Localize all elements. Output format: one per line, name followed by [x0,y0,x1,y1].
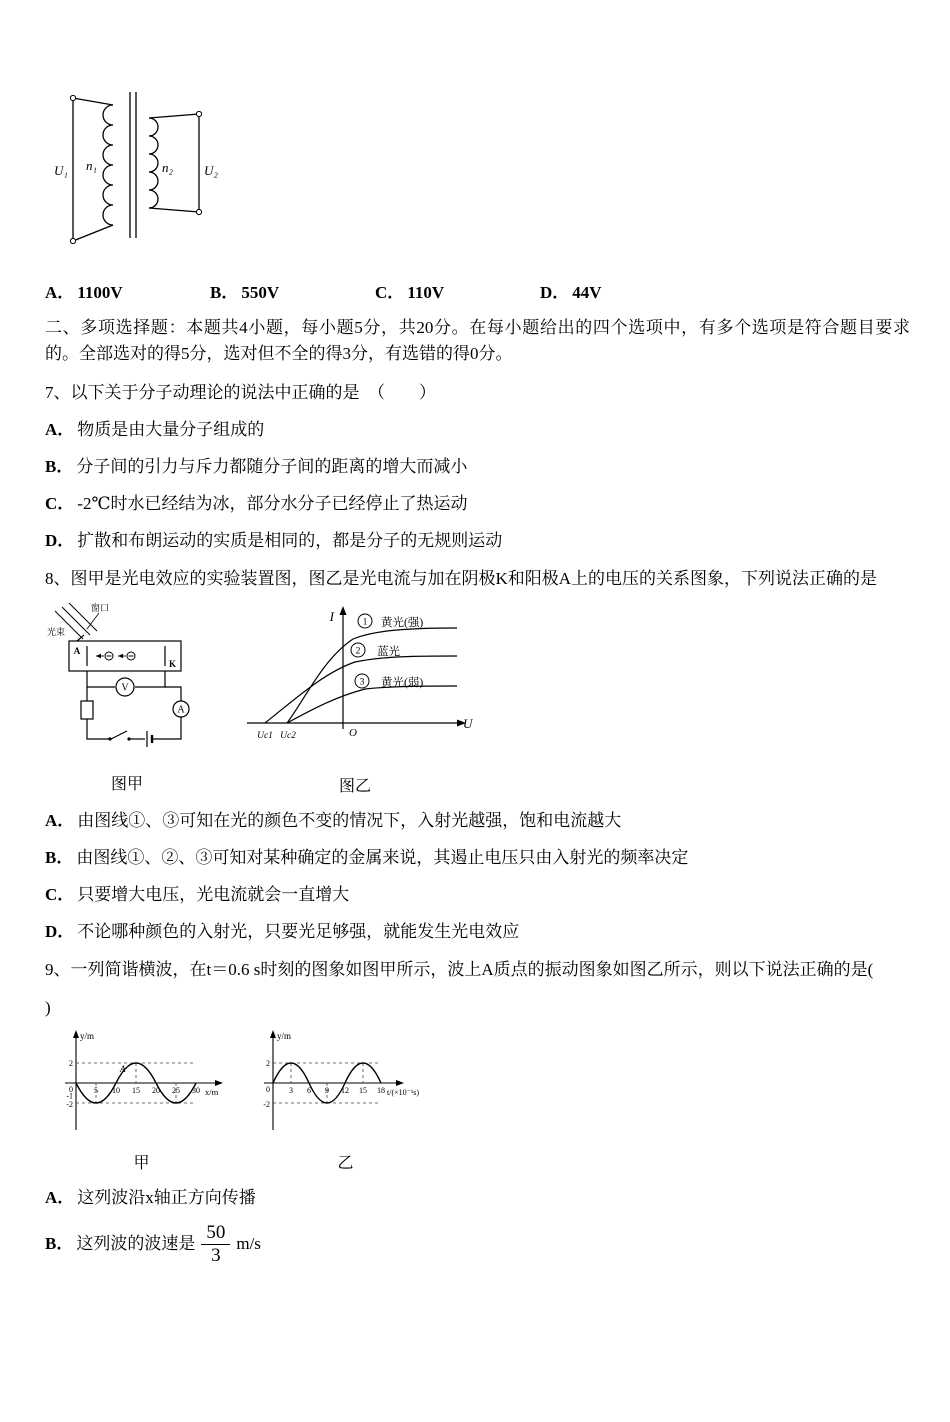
option-letter: B． [45,457,74,476]
light-ray [62,607,90,635]
curve-yellow-weak [287,686,457,723]
u2-label: U₂ [204,163,218,178]
i-axis-arrow [340,606,347,615]
cathode-label: K [169,659,177,669]
option-text: 物质是由大量分子组成的 [77,420,265,439]
q7-option-d [45,529,910,553]
option-unit: m/s [236,1234,261,1254]
q9-stem-close: ) [45,998,51,1017]
y-tick: -2 [66,1100,73,1109]
primary-coil [103,105,113,225]
q8-option-b [45,846,910,870]
t-tick: 15 [359,1086,367,1095]
q8-option-a [45,809,910,833]
secondary-coil [149,118,158,208]
y-axis-label: y/m [80,1031,95,1041]
n1-label: n₁ [85,158,97,173]
q9-option-a [45,1186,910,1210]
option-text: 由图线①、③可知在光的颜色不变的情况下，入射光越强，饱和电流越大 [77,811,622,830]
figure-jia-caption: 图甲 [110,776,143,793]
u1-label: U₁ [54,163,68,178]
option-text: 扩散和布朗运动的实质是相同的，都是分子的无规则运动 [77,531,503,550]
i-axis-label: I [329,609,334,624]
y-tick: -2 [263,1100,270,1109]
q8-option-d [45,920,910,944]
q6-option-a [45,278,210,303]
terminal-icon [70,95,75,100]
switch [111,731,127,739]
option-letter: D． [45,531,75,550]
option-text: 由图线①、②、③可知对某种确定的金属来说，其遏止电压只由入射光的频率决定 [76,848,689,867]
n2-label: n₂ [162,160,174,175]
origin-label: O [349,727,357,739]
option-letter: B． [210,283,239,302]
secondary-top-lead [149,114,199,118]
option-text: 44V [572,283,602,302]
t-tick: 9 [325,1086,329,1095]
option-letter: B． [45,1234,74,1254]
q6-option-c [375,278,540,303]
y-tick: 0 [266,1085,270,1094]
option-text: 1100V [77,283,123,302]
q9-stem: 9、一列简谐横波，在t＝0.6 s时刻的图象如图甲所示，波上A质点的振动图象如图乙所示，则以下说法正确的是( [45,960,874,979]
wire [152,717,181,739]
photoelectric-apparatus-svg [47,599,207,769]
ammeter-label: A [177,704,185,716]
q6-option-d [540,278,705,303]
q7-option-b [45,455,910,479]
top-lead [73,98,113,105]
q8-figures [47,599,910,796]
option-letter: A． [45,1188,75,1207]
figure-yi-caption: 图乙 [338,778,371,795]
fraction-numerator: 50 [201,1222,230,1245]
y-axis-label: y/m [277,1031,292,1041]
wave-jia-caption: 甲 [133,1155,150,1172]
y-axis-arrow [73,1030,79,1038]
terminal-icon [196,209,201,214]
figure-jia [47,599,207,794]
q7-option-c [45,492,910,516]
transformer-svg [51,78,226,268]
x-tick: 5 [94,1086,98,1095]
option-letter: C． [375,283,405,302]
t-tick: 12 [341,1086,349,1095]
q6-options-row [45,278,910,303]
option-text: 这列波沿x轴正方向传播 [77,1188,256,1207]
wave-yi-caption: 乙 [337,1155,354,1172]
option-letter: D． [540,283,570,302]
section-2-heading: 二、多项选择题：本题共4小题，每小题5分，共20分。在每小题给出的四个选项中，有多个选项是符合题目要求的。全部选对的得5分，选对但不全的得3分，有选错的得0分。 [45,318,910,363]
switch-contact [127,737,130,740]
t-axis-label: t/(×10⁻¹s) [387,1088,420,1097]
wave-graph-jia-svg [49,1026,234,1148]
bottom-lead [73,225,113,241]
u-axis-label: U [463,716,473,731]
option-letter: A． [45,283,75,302]
t-tick: 6 [307,1086,311,1095]
option-letter: C． [45,494,75,513]
secondary-bottom-lead [149,208,199,212]
curve-3-number: 3 [359,677,365,688]
option-text: 110V [407,283,445,302]
wire [135,671,165,687]
point-a-label: A [120,1064,126,1074]
wave-figure-yi [248,1026,443,1173]
x-tick: 20 [152,1086,160,1095]
rheostat [81,701,93,719]
switch-pivot [108,737,111,740]
y-tick: -1 [66,1091,73,1101]
y-axis-arrow [270,1030,276,1038]
option-letter: B． [45,848,74,867]
t-tick: 18 [377,1086,385,1095]
x-axis-arrow [396,1080,404,1086]
curve-2-number: 2 [355,646,361,657]
y-tick: 2 [69,1059,73,1068]
q9-option-b [45,1222,910,1267]
q9-figures [49,1026,910,1173]
terminal-icon [70,238,75,243]
fraction [201,1222,230,1267]
voltmeter-label: V [121,682,129,694]
wire [87,719,109,739]
q7-option-a [45,418,910,442]
uc2-label: Uc2 [280,731,296,741]
beam-label: 光束 [47,627,66,637]
q8-stem: 8、图甲是光电效应的实验装置图，图乙是光电流与加在阴极K和阳极A上的电压的关系图象，下列说法正确的是 [45,569,878,588]
wire [87,671,115,687]
x-tick: 15 [132,1086,140,1095]
option-letter: A． [45,811,75,830]
uc1-label: Uc1 [257,731,273,741]
window-label: 窗口 [91,603,110,613]
transformer-diagram [51,78,910,268]
figure-yi [235,599,475,796]
terminal-icon [196,111,201,116]
option-letter: A． [45,420,75,439]
wave-figure-jia [49,1026,234,1173]
t-tick: 3 [289,1086,293,1095]
y-tick: 0 [69,1085,73,1094]
option-text: 只要增大电压，光电流就会一直增大 [77,885,350,904]
y-tick: 2 [266,1059,270,1068]
q7-stem: 7、以下关于分子动理论的说法中正确的是 （ ） [45,383,436,402]
wire [165,687,181,701]
fraction-denominator: 3 [211,1244,221,1266]
exam-page [0,78,950,1287]
iu-graph-svg [235,599,475,771]
option-text: 不论哪种颜色的入射光，只要光足够强，就能发生光电效应 [77,922,520,941]
option-text: 550V [241,283,280,302]
anode-label: A [73,646,81,656]
curve-1-legend: 黄光(强) [381,617,424,629]
q8-option-c [45,883,910,907]
x-axis-arrow [215,1080,223,1086]
x-tick: 25 [172,1086,180,1095]
x-axis-label: x/m [205,1087,219,1097]
option-text: 这列波的波速是 [76,1234,196,1254]
electron-arrowhead [96,654,101,658]
x-tick: 30 [192,1086,200,1095]
x-tick: 10 [112,1086,120,1095]
option-letter: D． [45,922,75,941]
option-letter: C． [45,885,75,904]
option-text: 分子间的引力与斥力都随分子间的距离的增大而减小 [76,457,468,476]
curve-1-number: 1 [362,617,368,628]
curve-2-legend: 蓝光 [377,646,400,658]
electron-arrowhead [118,654,123,658]
option-text: -2℃时水已经结为冰，部分水分子已经停止了热运动 [77,494,468,513]
wave-graph-yi-svg [248,1026,443,1148]
curve-3-legend: 黄光(弱) [381,677,424,689]
q6-option-b [210,278,375,303]
curve-yellow-strong [287,628,457,723]
